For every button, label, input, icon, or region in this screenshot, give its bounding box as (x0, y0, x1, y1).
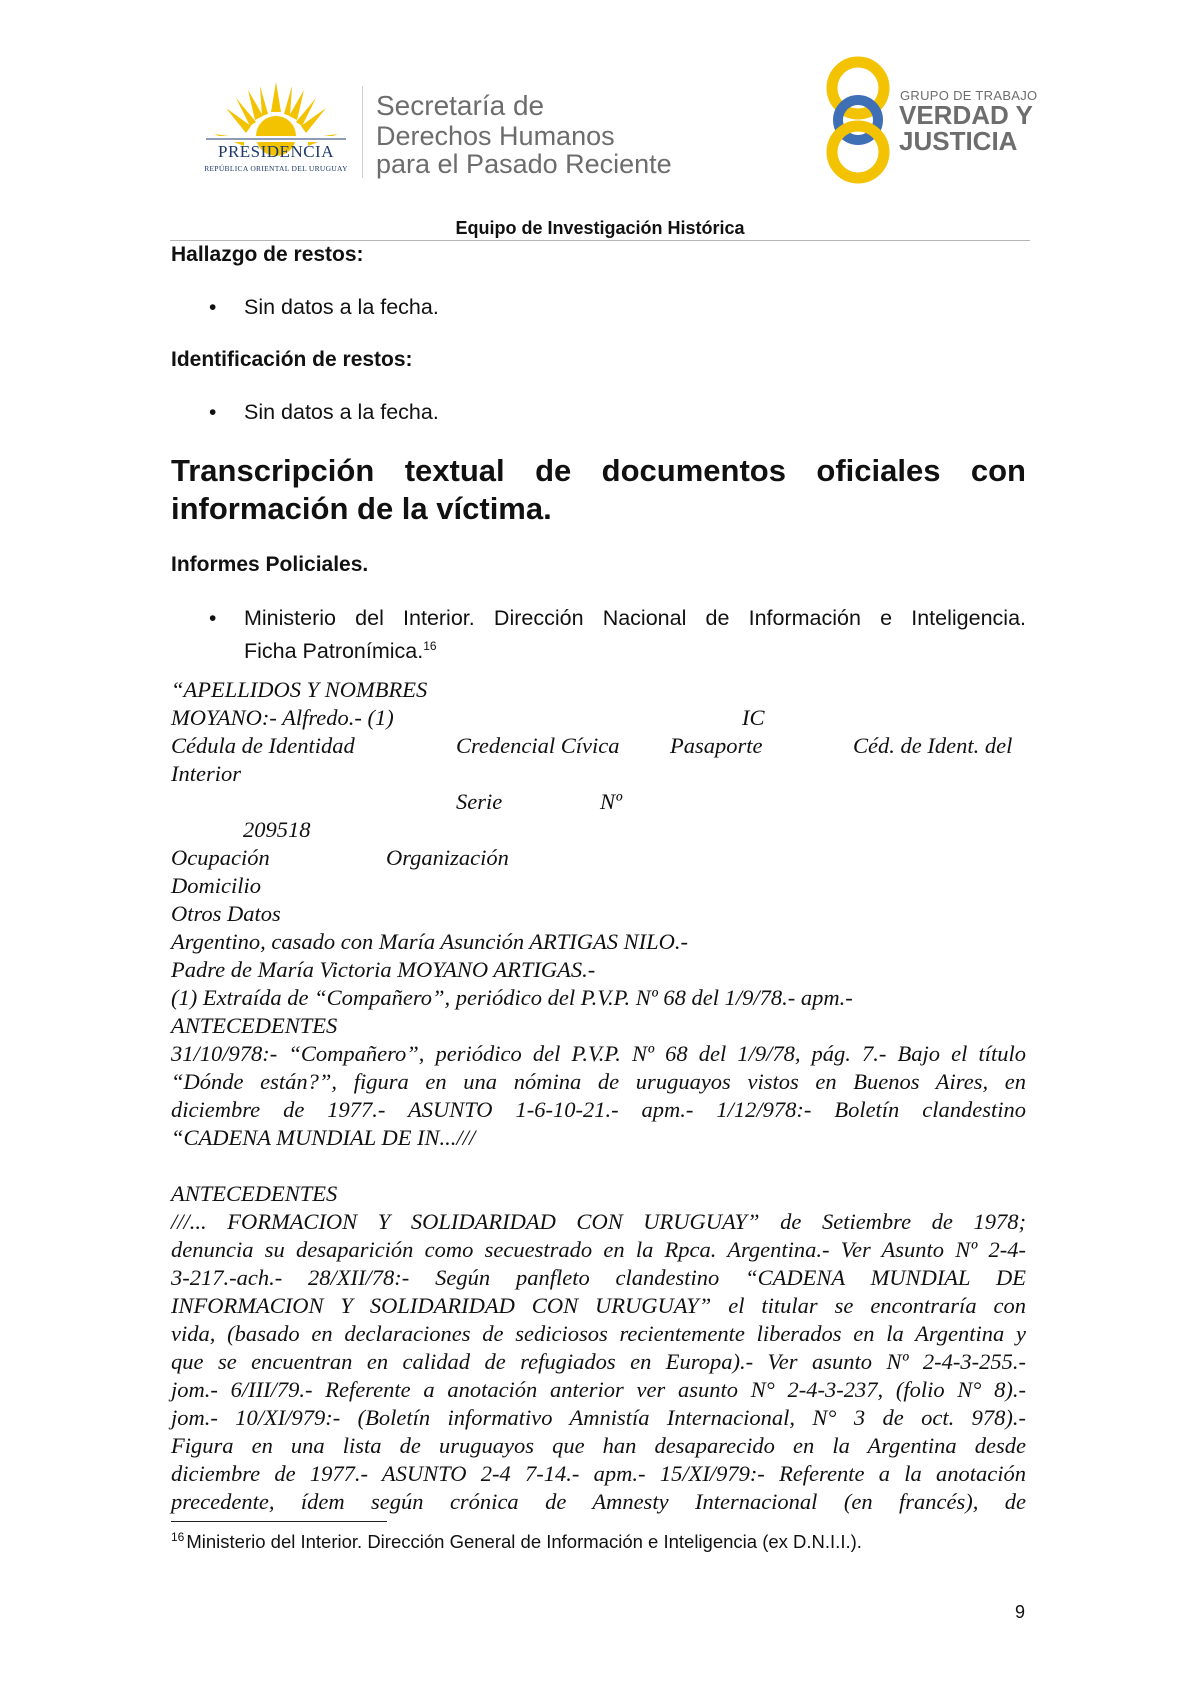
hallazgo-heading: Hallazgo de restos: (171, 243, 364, 266)
title-word: oficiales (816, 453, 941, 488)
page-number: 9 (1015, 1602, 1026, 1622)
ficha-organizacion: Organización (386, 845, 509, 870)
team-title: Equipo de Investigación Histórica (455, 218, 745, 238)
informes-heading: Informes Policiales. (171, 553, 369, 576)
ficha-ic: IC (742, 705, 765, 730)
antecedentes-heading: ANTECEDENTES (171, 1013, 338, 1038)
footnote-text: Ministerio del Interior. Dirección General de Información e Inteligencia (ex D.N.I.I.). (186, 1531, 862, 1552)
footnote-ref: 16 (423, 639, 437, 653)
ficha-otros-3: (1) Extraída de “Compañero”, periódico del P.V.P. Nº 68 del 1/9/78.- apm.- (171, 985, 853, 1010)
transcripcion-heading (171, 452, 1026, 528)
ficha-domicilio: Domicilio (171, 873, 261, 898)
title-word: de (535, 453, 572, 488)
ficha-cedula: Cédula de Identidad (171, 733, 355, 758)
gt-title-line-2: JUSTICIA (899, 126, 1018, 156)
antecedentes-line: diciembre de 1977.- ASUNTO 2-4 7-14.- apm.- 15/XI/979:- Referente a la anotación (171, 1461, 1026, 1486)
footnote (171, 1530, 862, 1553)
antecedentes-line: que se encuentran en calidad de refugiados en Europa).- Ver asunto Nº 2-4-3-255.- (171, 1349, 1026, 1374)
antecedentes-line: “CADENA MUNDIAL DE IN.../// (171, 1125, 476, 1150)
footnote-rule (171, 1521, 387, 1522)
ficha-credencial: Credencial Cívica (456, 733, 620, 758)
informes-item-line-2: Ficha Patronímica. (244, 639, 424, 664)
antecedentes-line: Figura en una lista de uruguayos que han desaparecido en la Argentina desde (171, 1433, 1026, 1458)
antecedentes-line: INFORMACION Y SOLIDARIDAD CON URUGUAY” el titular se encontraría con (171, 1293, 1026, 1318)
ficha-otros-2: Padre de María Victoria MOYANO ARTIGAS.- (171, 957, 596, 982)
informes-item-line-1: Ministerio del Interior. Dirección Nacional de Información e Inteligencia. (244, 606, 1026, 630)
antecedentes-line: precedente, ídem según crónica de Amnesty Internacional (en francés), de (171, 1489, 1026, 1514)
gt-title-line-1: VERDAD Y (899, 100, 1033, 130)
antecedentes-line: denuncia su desaparición como secuestrado en la Rpca. Argentina.- Ver Asunto Nº 2-4- (171, 1237, 1026, 1262)
hallazgo-item: Sin datos a la fecha. (244, 295, 439, 319)
secretaria-line-3: para el Pasado Reciente (376, 149, 672, 179)
ficha-nombre: MOYANO:- Alfredo.- (1) (171, 705, 394, 730)
title-line-2: información de la víctima. (171, 491, 552, 526)
title-word: Transcripción (171, 453, 375, 488)
ficha-serie: Serie (456, 789, 503, 814)
ficha-ci-value: 209518 (243, 817, 311, 842)
ficha-otros: Otros Datos (171, 901, 281, 926)
antecedentes-line: jom.- 10/XI/979:- (Boletín informativo Amnistía Internacional, N° 3 de oct. 978).- (171, 1405, 1026, 1430)
antecedentes-line: “Dónde están?”, figura en una nómina de uruguayos vistos en Buenos Aires, en (171, 1069, 1026, 1094)
informes-item (244, 604, 1026, 665)
secretaria-line-1: Secretaría de (376, 90, 545, 121)
antecedentes-line: 31/10/978:- “Compañero”, periódico del P.V.P. Nº 68 del 1/9/78, pág. 7.- Bajo el título (171, 1041, 1026, 1066)
antecedentes-line: 3-217.-ach.- 28/XII/78:- Según panfleto clandestino “CADENA MUNDIAL DE (171, 1265, 1026, 1290)
antecedentes-line: vida, (basado en declaraciones de sediciosos recientemente liberados en la Argentina y (171, 1321, 1026, 1346)
ficha-numero: Nº (600, 789, 622, 814)
title-word: textual (404, 453, 505, 488)
ficha-ced-interior: Céd. de Ident. del (853, 733, 1013, 758)
presidencia-subtitle: REPÚBLICA ORIENTAL DEL URUGUAY (204, 164, 348, 173)
title-word: documentos (601, 453, 786, 488)
ficha-interior: Interior (171, 761, 241, 786)
header-rule (170, 240, 1030, 241)
antecedentes-line: diciembre de 1977.- ASUNTO 1-6-10-21.- apm.- 1/12/978:- Boletín clandestino (171, 1097, 1026, 1122)
secretaria-line-2: Derechos Humanos (376, 121, 615, 151)
antecedentes-line: jom.- 6/III/79.- Referente a anotación anterior ver asunto N° 2-4-3-237, (folio N° 8).- (171, 1377, 1026, 1402)
antecedentes-line: ///... FORMACION Y SOLIDARIDAD CON URUGUAY” de Setiembre de 1978; (171, 1209, 1026, 1234)
bullet-icon: • (209, 296, 217, 319)
gt-subtitle: GRUPO DE TRABAJO (900, 88, 1038, 103)
verdad-justicia-logo-icon (822, 56, 894, 184)
header-divider (362, 86, 363, 178)
bullet-icon: • (209, 401, 217, 424)
identificacion-item: Sin datos a la fecha. (244, 400, 439, 424)
antecedentes-heading-2: ANTECEDENTES (171, 1181, 338, 1206)
footnote-mark: 16 (171, 1530, 185, 1544)
ficha-otros-1: Argentino, casado con María Asunción ARTIGAS NILO.- (171, 929, 689, 954)
ficha-ocupacion: Ocupación (171, 845, 270, 870)
ficha-pasaporte: Pasaporte (670, 733, 763, 758)
presidencia-wordmark: PRESIDENCIA (217, 142, 334, 161)
identificacion-heading: Identificación de restos: (171, 348, 413, 371)
title-word: con (970, 453, 1026, 488)
ficha-apellidos: “APELLIDOS Y NOMBRES (171, 677, 428, 702)
bullet-icon: • (209, 607, 217, 630)
